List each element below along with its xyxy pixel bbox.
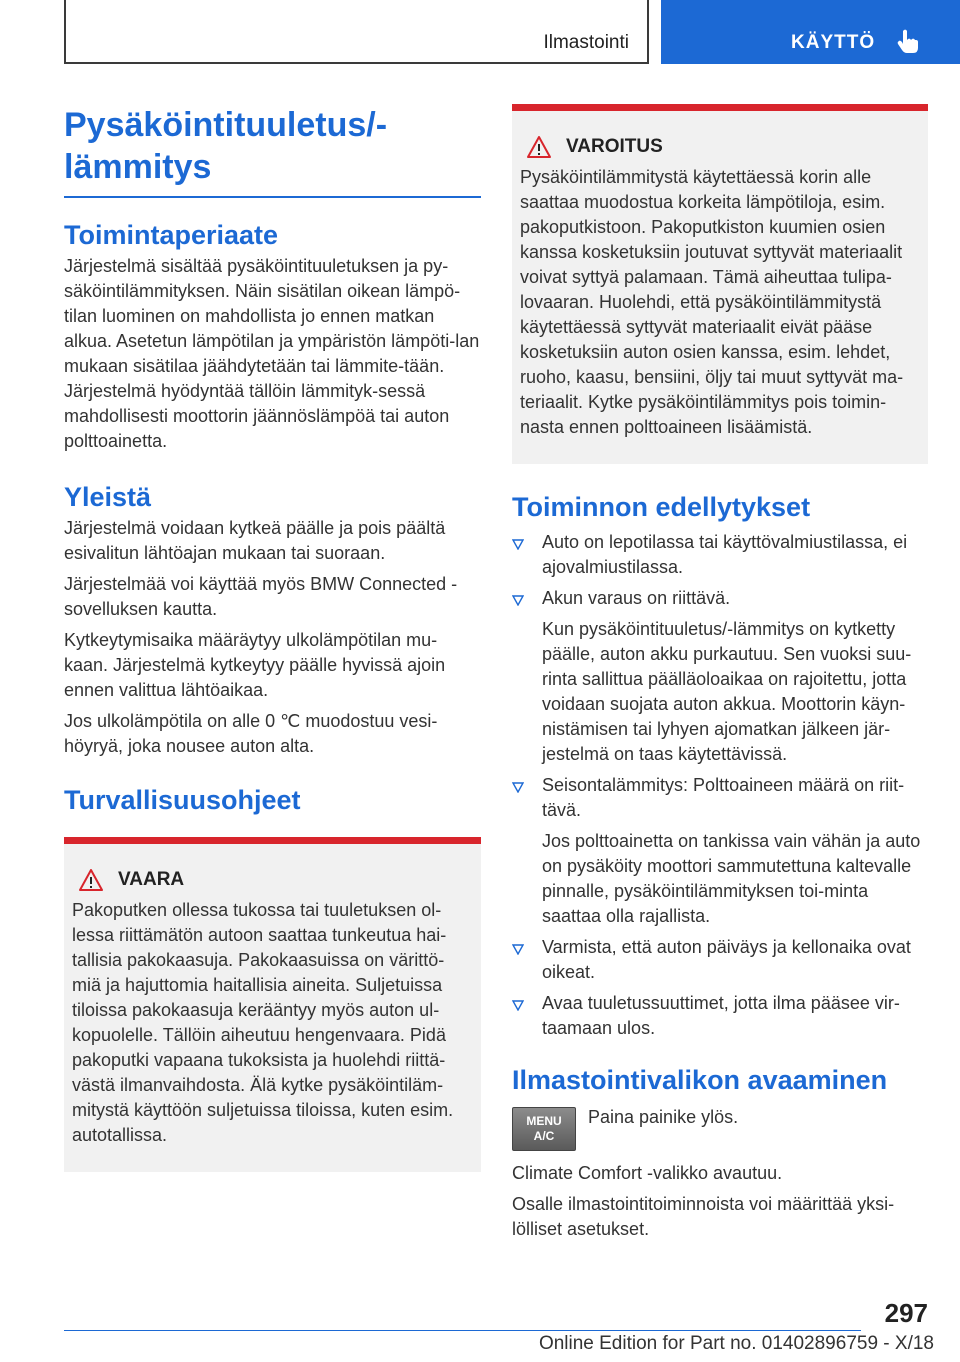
heading-safety: Turvallisuusohjeet xyxy=(64,785,301,815)
chapter-tab-label: KÄYTTÖ xyxy=(791,32,876,53)
danger-label: VAARA xyxy=(118,869,185,890)
list-item-text: Auto on lepotilassa tai käyttövalmiustilassa, ei ajovalmiustilassa. xyxy=(542,532,908,577)
warning-text: Pysäköintilämmitystä käytettäessä korin alle saattaa muodostua korkeita lämpötiloja, esim. pakoputkistoon. Pakoputkiston kuumien osien kanssa kosketuksiin joutuvat syttyvät materiaalit voivat syttyä palamaan. Tämä aiheuttaa tulipa-lovaaran. Huolehdi, että pysäköintilämmitystä käytettäessä syttyvät materiaalit eivät pääse kosketuksiin auton osien kanssa, esim. lehdet, ruoho, kaasu, bensiini, öljy tai muut syttyvät ma-teriaalit. Kytke pysäköintilämmitys pois toimin-nasta ennen polttoaineen lisäämistä. xyxy=(520,167,904,437)
bullet-triangle-icon xyxy=(512,999,524,1011)
paragraph-menu-2: Osalle ilmastointitoiminnoista voi määrittää yksi-lölliset asetukset. xyxy=(512,1194,895,1239)
footer-divider xyxy=(64,1330,861,1331)
list-item-text: Varmista, että auton päiväys ja kellonaika ovat oikeat. xyxy=(542,937,911,982)
page-title-line1: Pysäköintituuletus/- xyxy=(64,106,388,144)
right-column xyxy=(512,104,928,1242)
left-column xyxy=(64,104,481,1172)
warning-label: VAROITUS xyxy=(566,136,663,157)
section-title: Ilmastointi xyxy=(543,32,629,53)
heading-principle: Toimintaperiaate xyxy=(64,220,279,250)
bullet-triangle-icon xyxy=(512,594,524,606)
menu-press-text: Paina painike ylös. xyxy=(588,1107,739,1127)
heading-general: Yleistä xyxy=(64,482,152,512)
menu-ac-button-line1: MENU xyxy=(526,1114,562,1128)
list-item xyxy=(512,530,928,580)
warning-triangle-icon xyxy=(526,135,552,159)
menu-ac-button[interactable] xyxy=(512,1107,576,1151)
list-item-note: Jos polttoainetta on tankissa vain vähän ja auto on pysäköity moottori sammutettuna kaltevalle pinnalle, pysäköintilämmityksen toi-minta saattaa olla rajallista. xyxy=(542,831,921,926)
requirements-list xyxy=(512,530,928,1041)
paragraph-principle: Järjestelmä sisältää pysäköintituuletuksen ja py-säköintilämmityksen. Näin sisätilan oikean lämpö-tilan luominen on mahdollista jo ennen matkan alkua. Asetetun lämpötilan ja ympäristön lämpöti-lan mukaan sisätilaa jäähdytetään tai lämmite-tään. Järjestelmä hyödyntää tällöin lämmityk-sessä mahdollisesti moottorin jäännöslämpöä tai auton polttoainetta. xyxy=(64,256,480,451)
list-item xyxy=(512,991,928,1041)
menu-instruction xyxy=(512,1107,928,1151)
header-section-box xyxy=(64,0,649,64)
menu-ac-button-line2: A/C xyxy=(533,1129,555,1143)
list-item-text: Akun varaus on riittävä. xyxy=(542,588,731,608)
heading-menu: Ilmastointivalikon avaaminen xyxy=(512,1065,888,1095)
paragraph-menu-1: Climate Comfort -valikko avautuu. xyxy=(512,1163,783,1183)
list-item xyxy=(512,935,928,985)
paragraph-general-4: Jos ulkolämpötila on alle 0 ℃ muodostuu vesi-höyryä, joka nousee auton alta. xyxy=(64,711,438,756)
warning-heading xyxy=(526,135,920,159)
page-title-line2: lämmitys xyxy=(64,148,212,186)
warning-box xyxy=(512,104,928,464)
page-title xyxy=(64,104,481,198)
paragraph-general-1: Järjestelmä voidaan kytkeä päälle ja pois päältä esivalitun lähtöajan mukaan tai suoraan. xyxy=(64,518,446,563)
bullet-triangle-icon xyxy=(512,943,524,955)
danger-text: Pakoputken ollessa tukossa tai tuuletuksen ol-lessa riittämätön autoon saattaa tunkeutua hai-tallisia pakokaasuja. Pakokaasuissa on värittö-miä ja hajuttomia haitallisia aineita. Suljetuissa tiloissa pakokaasuja kerääntyy myös auton ul-kopuolelle. Tällöin aiheutuu hengenvaara. Pidä pakoputki vapaana tukoksista ja huolehdi riittä-västä ilmanvaihdosta. Älä kytke pysäköintiläm-mitystä käyttöön suljetuissa tiloissa, kuten esim. autotallissa. xyxy=(72,900,454,1145)
list-item-text: Avaa tuuletussuuttimet, jotta ilma pääsee vir-taamaan ulos. xyxy=(542,993,900,1038)
paragraph-general-2: Järjestelmää voi käyttää myös BMW Connected -sovelluksen kautta. xyxy=(64,574,458,619)
warning-triangle-icon xyxy=(78,868,104,892)
hand-pointer-icon xyxy=(895,28,921,54)
footer-text: Online Edition for Part no. 01402896759 - X/18 xyxy=(538,1333,934,1354)
chapter-tab[interactable] xyxy=(661,0,960,64)
danger-heading xyxy=(78,868,473,892)
paragraph-general-3: Kytkeytymisaika määräytyy ulkolämpötilan mu-kaan. Järjestelmä kytkeytyy päälle hyvissä ajoin ennen valittua lähtöaikaa. xyxy=(64,630,446,700)
list-item-text: Seisontalämmitys: Polttoaineen määrä on riit-tävä. xyxy=(542,775,905,820)
bullet-triangle-icon xyxy=(512,538,524,550)
list-item xyxy=(512,586,928,767)
danger-box xyxy=(64,837,481,1172)
bullet-triangle-icon xyxy=(512,781,524,793)
list-item-note: Kun pysäköintituuletus/-lämmitys on kytketty päälle, auton akku purkautuu. Sen vuoksi suu-rinta sallittua päälläoloaikaa on rajoitettu, jotta voidaan suojata auton akkua. Moottorin käyn-nistämisen tai lyhyen ajomatkan jälkeen jär-jestelmä on taas käytettävissä. xyxy=(542,619,912,764)
list-item xyxy=(512,773,928,929)
heading-requirements: Toiminnon edellytykset xyxy=(512,492,811,522)
page-number: 297 xyxy=(884,1298,928,1328)
